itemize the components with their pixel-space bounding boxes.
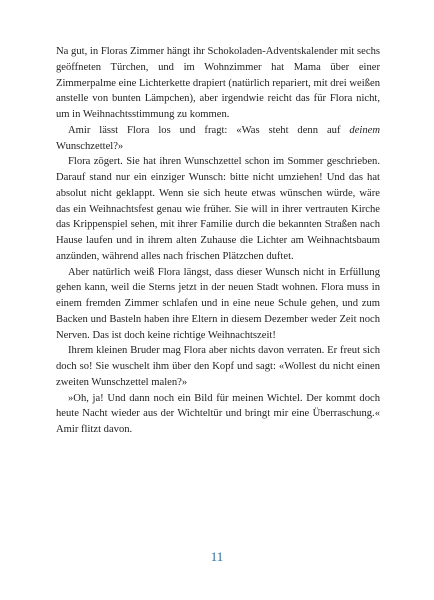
paragraph-text: Flora zögert. Sie hat ihren Wunschzettel schon im Sommer geschrieben. Darauf stand nur ein einziger Wunsch: bitte nicht umziehen! Und das hat absolut nicht geklappt. Wenn sie sich heute etwas wünschen würde, wäre das ein Weihnachtsfest genau wie früher. Sie will in ihrer vertrauten Kirche das Krippenspiel sehen, mit ihrer Familie durch die bekannten Straßen nach Hause laufen und in ihrem alten Zuhause die Lichter am Weihnachtsbaum anzünden, während alles nach frischen Plätzchen duftet. [56, 156, 380, 262]
book-page-text [56, 44, 380, 438]
paragraph-text: Aber natürlich weiß Flora längst, dass dieser Wunsch nicht in Erfüllung gehen kann, weil die Sterns jetzt in der neuen Stadt wohnen. Flora muss in einem fremden Zimmer schlafen und in eine neue Schule gehen, und zum Backen und Basteln haben ihre Eltern in diesem Dezember weder Zeit noch Nerven. Das ist doch keine richtige Weihnachtszeit! [56, 266, 380, 341]
paragraph [56, 265, 380, 344]
page-number: 11 [210, 549, 224, 564]
paragraph [56, 391, 380, 438]
paragraph-text: Ihrem kleinen Bruder mag Flora aber nichts davon verraten. Er freut sich doch so! Sie wuschelt ihm über den Kopf und sagt: «Wollest du nicht einen zweiten Wunschzettel malen?» [56, 345, 380, 388]
paragraph [56, 343, 380, 390]
paragraph-text: Na gut, in Floras Zimmer hängt ihr Schokoladen-Adventskalender mit sechs geöffneten Türchen, und im Wohnzimmer hat Mama über einer Zimmerpalme eine Lichterkette drapiert (natürlich repariert, mit drei weißen anstelle von bunten Lämpchen), aber irgendwie reicht das für Flora nicht, um in Weihnachtsstimmung zu kommen. [56, 46, 380, 120]
paragraph [56, 123, 380, 155]
paragraph [56, 154, 380, 264]
paragraph-text: »Oh, ja! Und dann noch ein Bild für meinen Wichtel. Der kommt doch heute Nacht wieder aus der Wichteltür und bringt mir eine Überraschung.« Amir flitzt davon. [56, 392, 380, 435]
emphasized-text: deinem [349, 124, 380, 136]
paragraph-text: Wunschzettel?» [56, 140, 124, 152]
paragraph-text: Amir lässt Flora los und fragt: «Was steht denn auf [68, 124, 350, 136]
paragraph [56, 44, 380, 123]
